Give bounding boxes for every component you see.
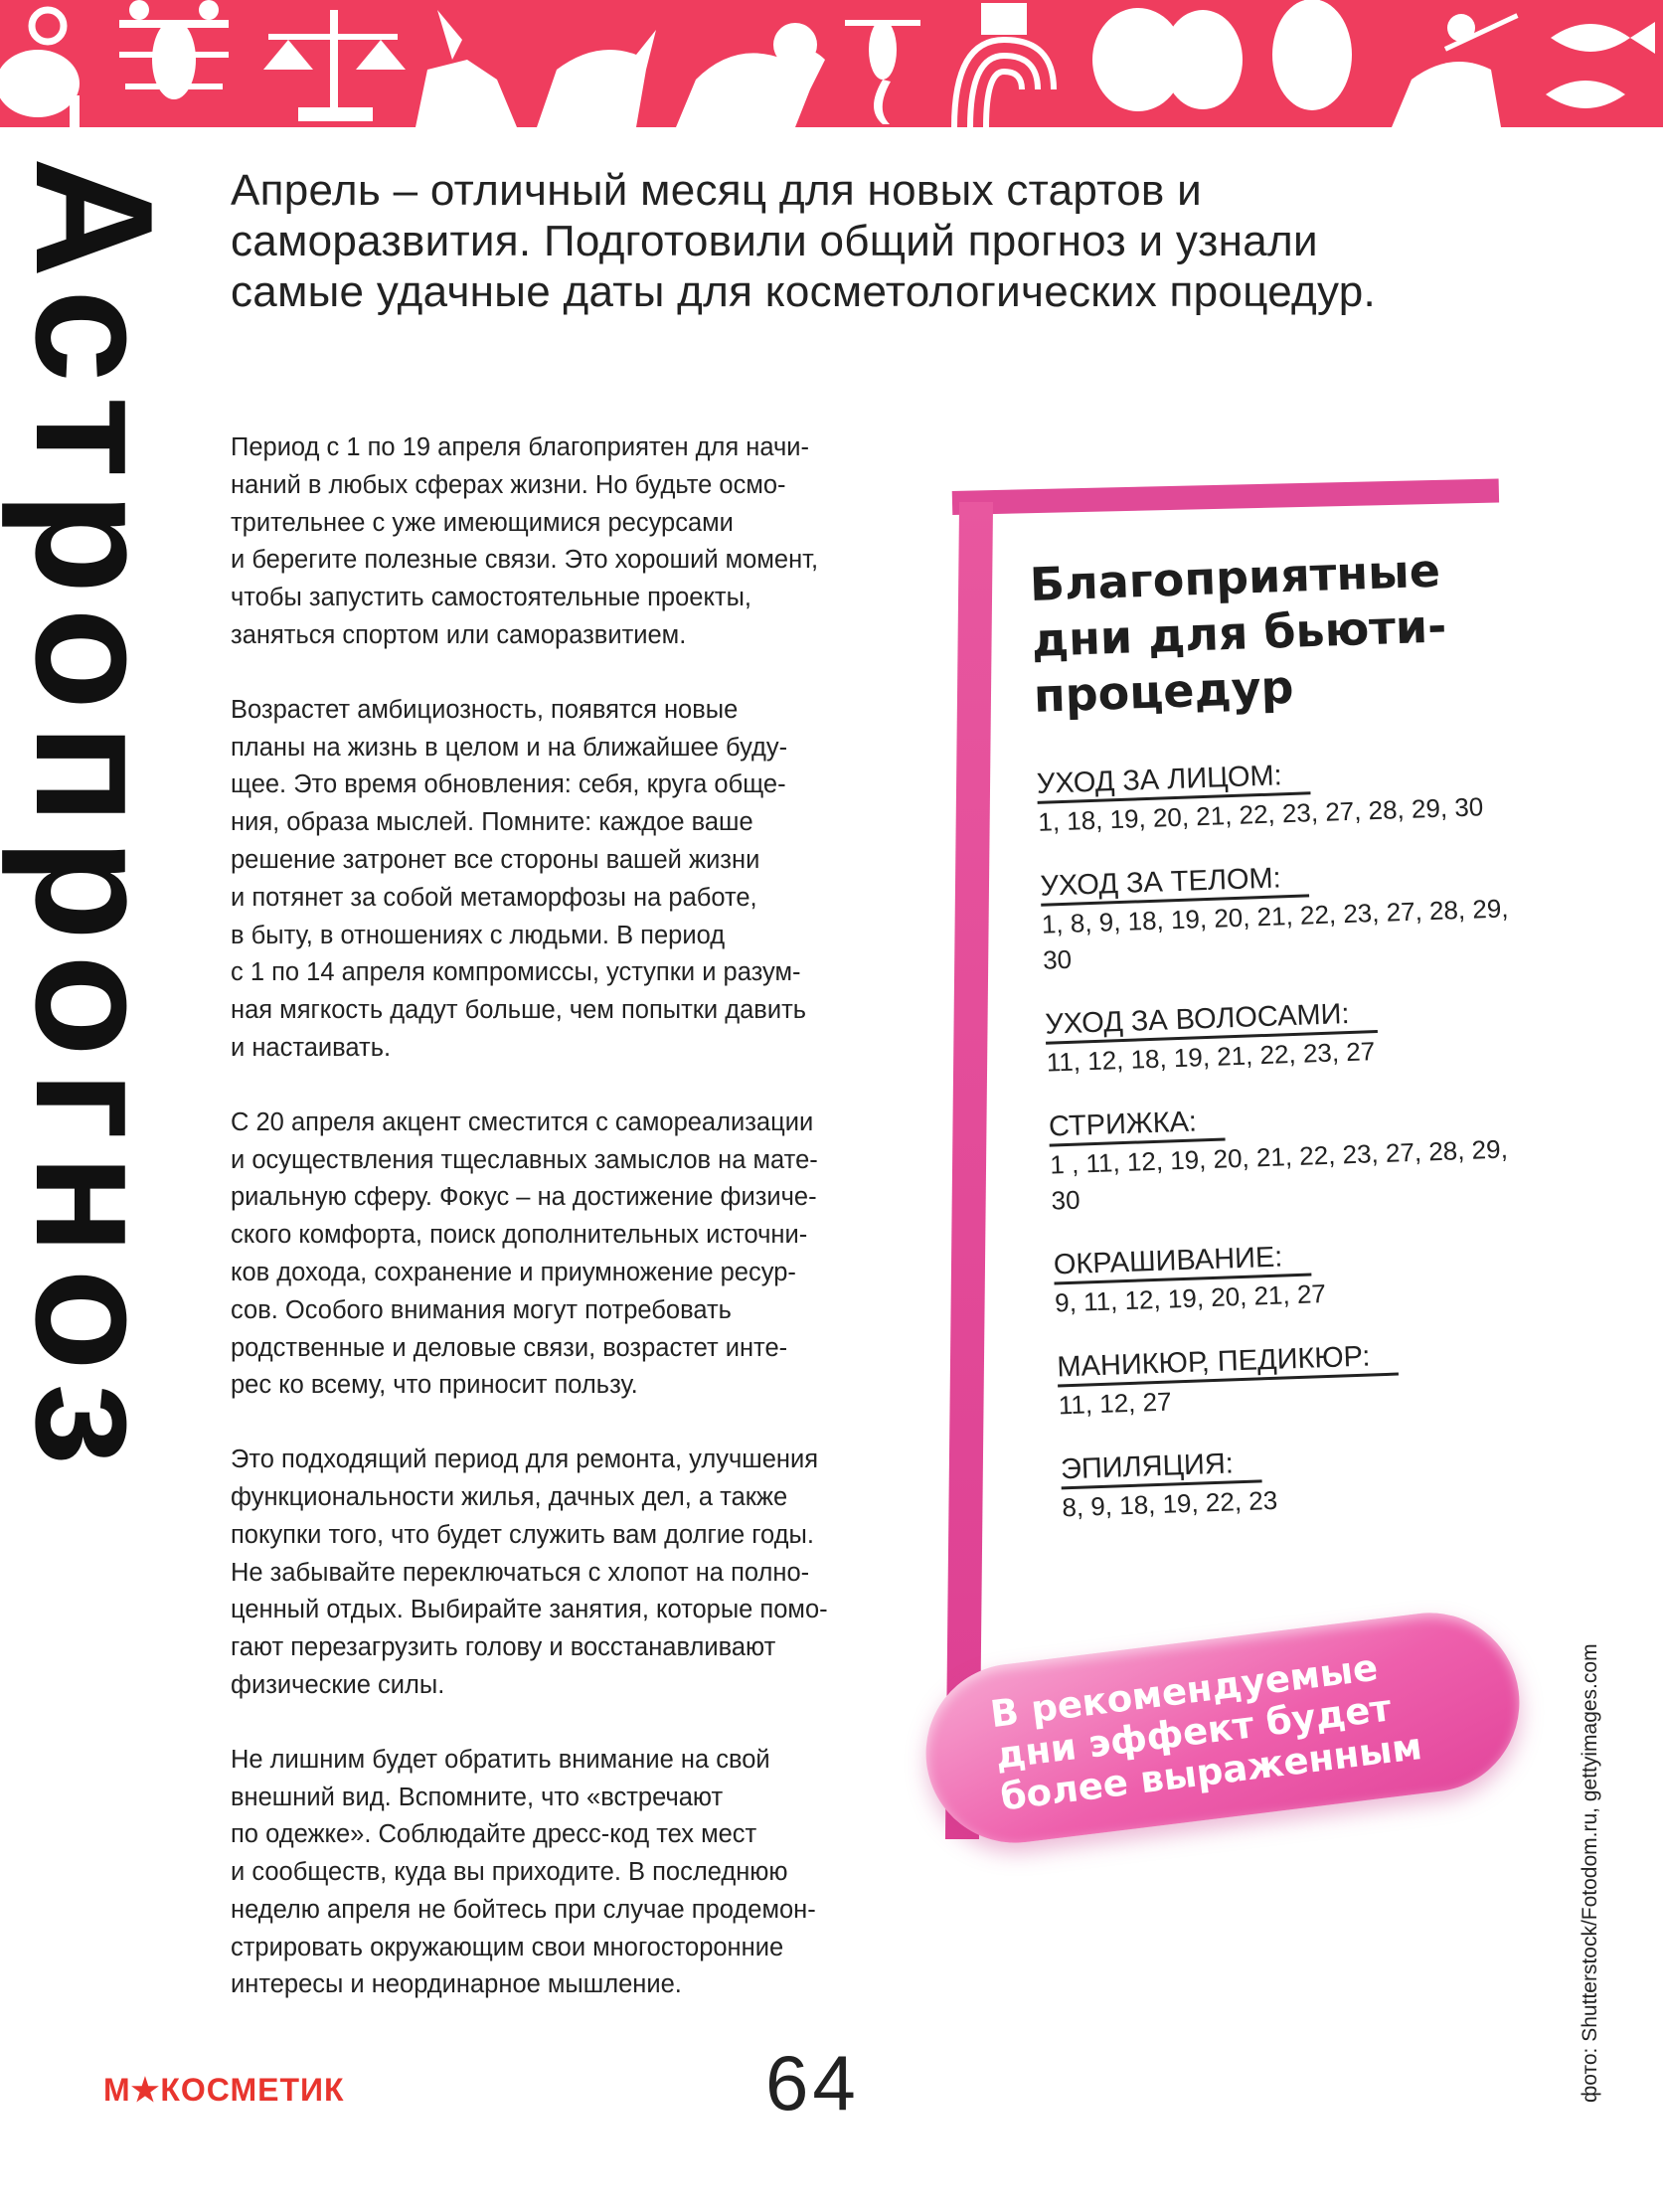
category-coloring [1053, 1230, 1572, 1320]
category-label: СТРИЖКА: [1048, 1104, 1225, 1146]
sagittarius-icon [1392, 13, 1519, 127]
category-days: 11, 12, 27 [1058, 1386, 1172, 1421]
paragraph: Не лишним будет обратить внимание на свой внешний вид. Вспомните, что «встречают по одежке». Соблюдайте дресс-код тех мест и сообществ, куда вы приходите. В последнюю неделю апреля не бойтесь при случае продемон- стрировать окружающим свои многосторонние интересы и неординарное мышление. [231, 1745, 816, 1999]
page-number: 64 [765, 2039, 860, 2127]
paragraph: Это подходящий период для ремонта, улучшения функциональности жилья, дачных дел, а также покупки того, что будет служить вам долгие годы. Не забывайте переключаться с хлопот на полно- ценный отдых. Выбирайте занятия, которые помо- гают перезагрузить голову и восстанавливают физические силы. [231, 1446, 828, 1699]
virgo-icon [1272, 0, 1352, 110]
category-label: ЭПИЛЯЦИЯ: [1060, 1446, 1261, 1489]
capricorn-icon [416, 10, 517, 127]
category-days: 9, 11, 12, 19, 20, 21, 27 [1054, 1278, 1327, 1318]
category-body [1040, 852, 1560, 978]
lede-text: Апрель – отличный месяц для новых стартов и саморазвития. Подготовили общий прогноз и узнали самые удачные даты для косметологических процедур. [231, 166, 1377, 316]
zodiac-banner [0, 0, 1663, 127]
category-haircut [1048, 1093, 1568, 1219]
vertical-title: Астропрогноз [1, 157, 188, 1480]
sidebar-frame-top [952, 479, 1499, 515]
category-label: УХОД ЗА ВОЛОСАМИ: [1045, 996, 1378, 1045]
pisces-icon [1546, 22, 1655, 108]
article-body [231, 429, 916, 2041]
photo-credit: фото: Shutterstock/Fotodom.ru, gettyimages.com [1579, 1643, 1601, 2103]
category-days: 8, 9, 18, 19, 22, 23 [1061, 1484, 1278, 1523]
scorpio-icon [845, 20, 920, 124]
category-label: УХОД ЗА ТЕЛОМ: [1040, 860, 1309, 906]
category-days: 1, 8, 9, 18, 19, 20, 21, 22, 23, 27, 28, 29, 30 [1041, 893, 1509, 975]
aquarius-icon [954, 6, 1054, 127]
recommendation-pill [915, 1603, 1529, 1853]
zodiac-icons [0, 0, 1663, 127]
gemini-icon [1092, 8, 1243, 111]
sidebar-frame-left [945, 502, 993, 1839]
category-epilation [1060, 1435, 1579, 1525]
category-manicure [1057, 1332, 1576, 1423]
paragraph: Период с 1 по 19 апреля благоприятен для начи- наний в любых сферах жизни. Но будьте осмо- трительнее с уже имеющимися ресурсами и берегите полезные связи. Это хороший момент, чтобы запустить самостоятельные проекты, заняться спортом или саморазвитием. [231, 433, 819, 649]
category-label: УХОД ЗА ЛИЦОМ: [1036, 758, 1310, 804]
taurus-icon [537, 30, 656, 127]
aries-icon [0, 10, 80, 127]
beauty-days-sidebar [1029, 539, 1580, 1556]
libra-icon [263, 10, 406, 121]
pill-text: В рекомендуемые дни эффект будет более выраженным [988, 1645, 1424, 1819]
paragraph: Возрастет амбициозность, появятся новые планы на жизнь в целом и на ближайшее буду- щее. Это время обновления: себя, круга обще- ния, образа мыслей. Помните: каждое ваше решение затронет все стороны вашей жизни и потянет за собой метаморфозы на работе, в быту, в отношениях с людьми. В период с 1 по 14 апреля компромиссы, уступки и разум- ная мягкость дадут больше, чем попытки давить и настаивать. [231, 695, 807, 1062]
category-label: МАНИКЮР, ПЕДИКЮР: [1057, 1339, 1399, 1388]
sidebar-heading: Благоприятные дни для бьюти-процедур [1029, 543, 1448, 723]
category-hair [1045, 990, 1564, 1081]
cancer-icon [119, 0, 229, 99]
category-days: 1 , 11, 12, 19, 20, 21, 22, 23, 27, 28, 29, 30 [1049, 1133, 1509, 1216]
category-days: 1, 18, 19, 20, 21, 22, 23, 27, 28, 29, 30 [1037, 791, 1484, 837]
category-label: ОКРАШИВАНИЕ: [1053, 1240, 1311, 1285]
brand-logo: М★КОСМЕТИК [103, 2072, 345, 2108]
category-days: 11, 12, 18, 19, 21, 22, 23, 27 [1046, 1036, 1376, 1078]
category-face [1036, 750, 1555, 840]
leo-icon [676, 23, 825, 127]
paragraph: С 20 апреля акцент сместится с самореализации и осуществления тщеславных замыслов на мате- риальную сферу. Фокус – на достижение физиче- ского комфорта, поиск дополнительных источни- ков дохода, сохранение и приумножение ресур- сов. Особого внимания могут потребовать родственные и деловые связи, возрастет инте- рес ко всему, что приносит пользу. [231, 1107, 818, 1400]
